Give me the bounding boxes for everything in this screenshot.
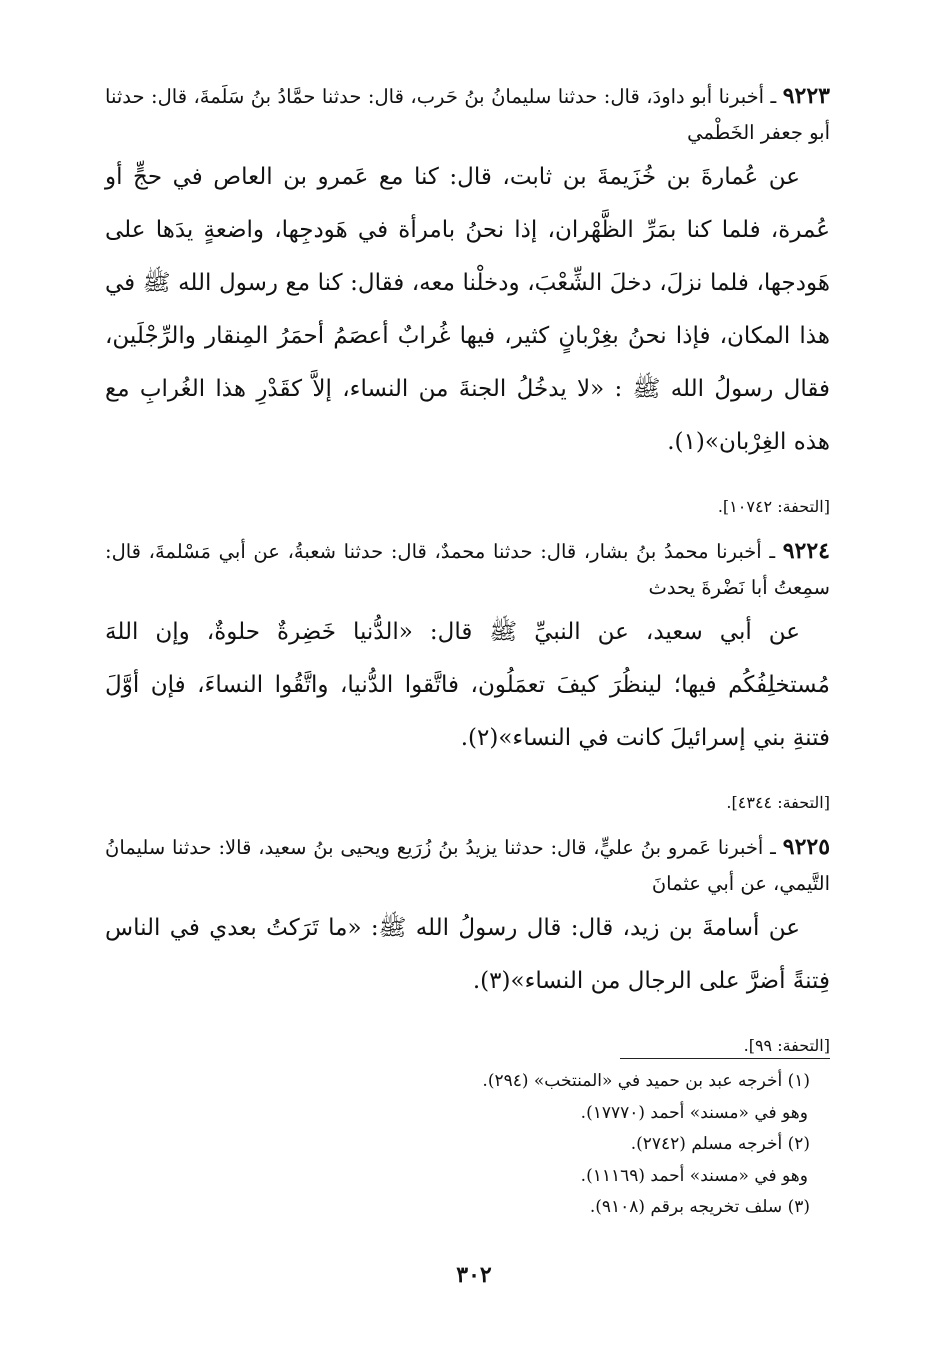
footnote-2-continuation: وهو في «مسند» أحمد (١١١٦٩). [580, 1165, 808, 1186]
isnad-text: ـ أخبرنا عَمرو بنُ عليٍّ، قال: حدثنا يزيدُ بنُ زُرَيع ويحيى بنُ سعيد، قالا: حدثنا سليمانُ التَّيمي، عن أبي عثمانَ [105, 836, 830, 895]
hadith-matn: عن أبي سعيد، عن النبيِّ ﷺ قال: «الدُّنيا خَضِرةٌ حلوةٌ، وإن اللهَ مُستخلِفُكُم فيها؛ لينظُرَ كيفَ تعمَلُون، فاتَّقوا الدُّنيا، واتَّقُوا النساءَ، فإن أوَّلَ فتنةِ بني إسرائيلَ كانت في النساء»(٢). [105, 619, 830, 751]
page-body [105, 78, 830, 1072]
footnote-1-continuation: وهو في «مسند» أحمد (١٧٧٧٠). [580, 1102, 808, 1123]
hadith-9223 [105, 78, 830, 519]
tuhfa-reference: [التحفة: ٩٩]. [743, 1036, 830, 1055]
tuhfa-reference: [التحفة: ١٠٧٤٢]. [717, 497, 830, 516]
hadith-isnad [105, 533, 830, 606]
hadith-9224 [105, 533, 830, 815]
footnote-2: (٢) أخرجه مسلم (٢٧٤٢). [630, 1134, 810, 1154]
hadith-number: ٩٢٢٣ [782, 83, 830, 109]
tuhfa-reference: [التحفة: ٤٣٤٤]. [726, 793, 830, 812]
page-number: ٣٠٢ [456, 1262, 492, 1288]
hadith-isnad [105, 78, 830, 151]
isnad-text: ـ أخبرنا محمدُ بنُ بشار، قال: حدثنا محمدٌ، قال: حدثنا شعبةُ، عن أبي مَسْلمةَ، قال: سمِعتُ أبا نَضْرةَ يحدث [105, 540, 830, 599]
hadith-matn: عن عُمارةَ بن خُزَيمةَ بن ثابت، قال: كنا مع عَمرو بن العاص في حجٍّ أو عُمرة، فلما كنا بمَرِّ الظَّهْران، إذا نحنُ بامرأة في هَودجِها، واضعةٍ يدَها على هَودجها، فلما نزلَ، دخلَ الشِّعْبَ، ودخلْنا معه، فقال: كنا مع رسول الله ﷺ في هذا المكان، فإذا نحنُ بغِرْبانٍ كثير، فيها غُرابٌ أعصَمُ أحمَرُ المِنقار والرِّجْلَين، فقال رسولُ الله ﷺ : «لا يدخُلُ الجنةَ من النساء، إلاَّ كقَدْرِ هذا الغُرابِ مع هذه الغِرْبان»(١). [105, 164, 830, 455]
hadith-matn: عن أسامةَ بن زيد، قال: قال رسولُ الله ﷺ: «ما تَرَكتُ بعدي في الناس فِتنةً أضرَّ على الرجال من النساء»(٣). [105, 915, 830, 994]
footnote-divider [620, 1058, 830, 1059]
footnote-1: (١) أخرجه عبد بن حميد في «المنتخب» (٢٩٤). [482, 1071, 810, 1091]
hadith-9225 [105, 829, 830, 1058]
hadith-number: ٩٢٢٤ [782, 538, 830, 564]
hadith-number: ٩٢٢٥ [782, 834, 831, 860]
isnad-text: ـ أخبرنا أبو داودَ، قال: حدثنا سليمانُ بنُ حَرب، قال: حدثنا حمَّادُ بنُ سَلَمةَ، قال: حدثنا أبو جعفر الخَطْمي [105, 85, 830, 144]
footnotes [300, 1066, 810, 1224]
footnote-3: (٣) سلف تخريجه برقم (٩١٠٨). [589, 1197, 810, 1217]
hadith-isnad [105, 829, 830, 902]
